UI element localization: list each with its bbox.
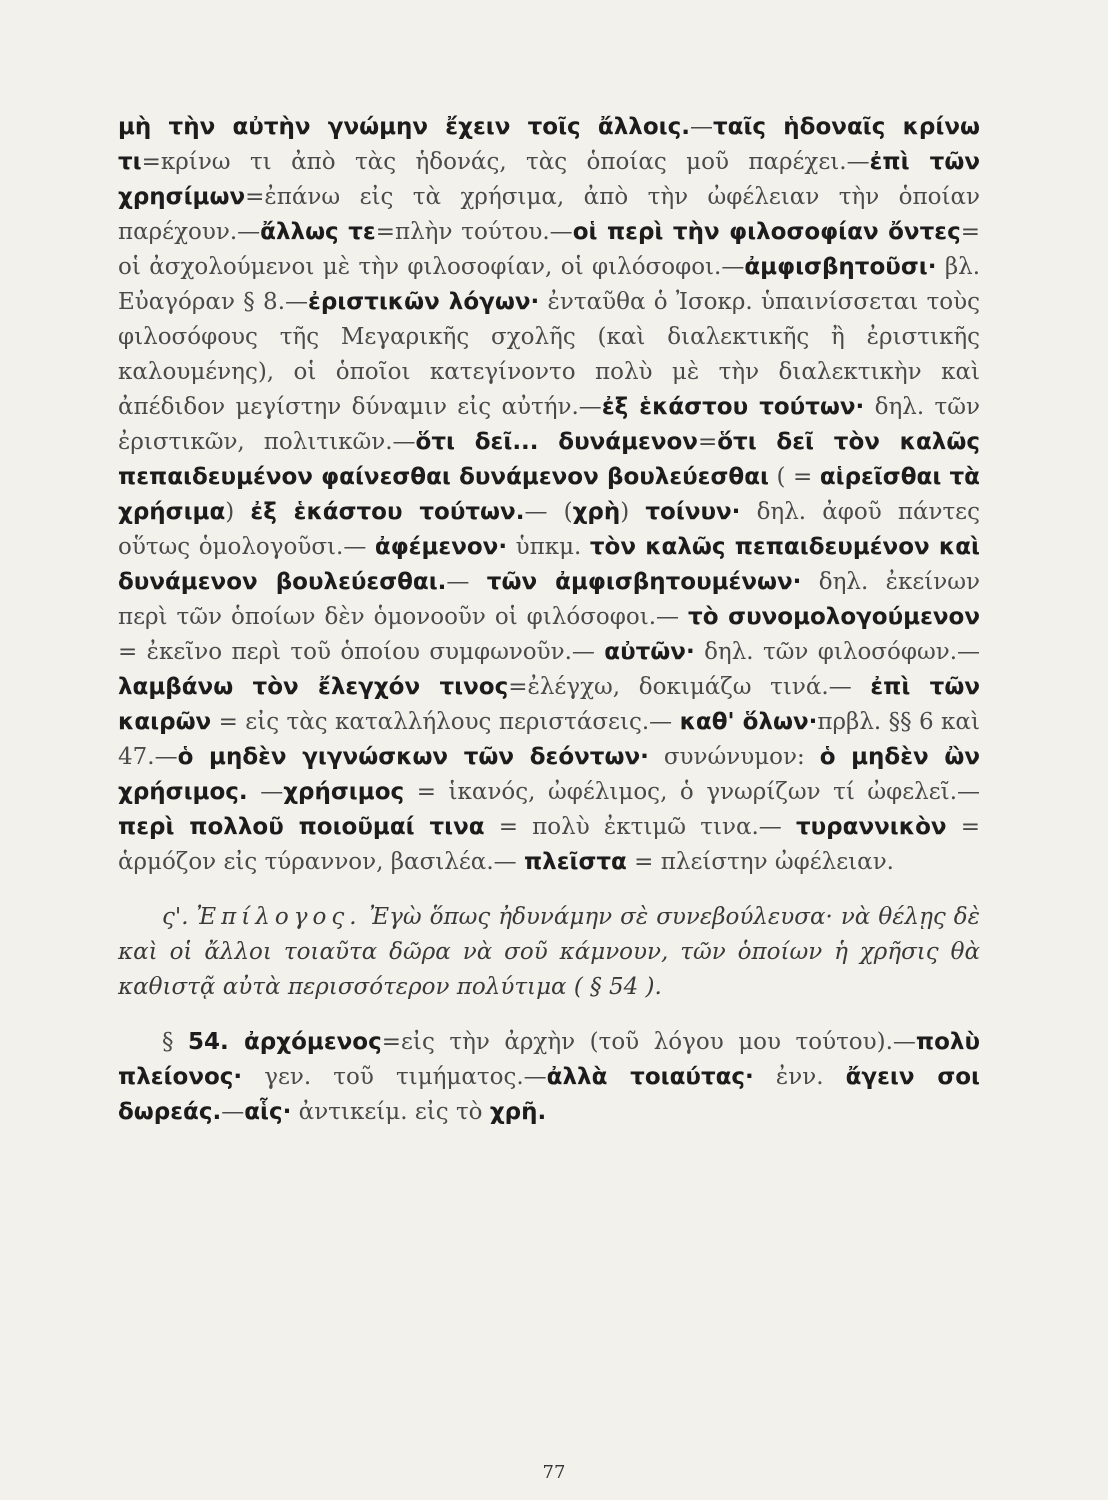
text-run: — ( xyxy=(524,499,573,525)
bold-term: τοίνυν· xyxy=(645,499,741,525)
bold-term: μὴ τὴν αὐτὴν γνώμην ἔχειν τοῖς ἄλλοις. xyxy=(118,114,690,140)
text-run: βλ. Εὐαγόραν § 8.— xyxy=(118,254,981,315)
text-run: § xyxy=(162,1029,189,1055)
text-run: ( = xyxy=(768,464,820,490)
bold-term: ὁ μηδὲν γιγνώσκων τῶν δεόντων· xyxy=(177,744,649,770)
bold-term: ἐξ ἑκάστου τούτων. xyxy=(250,499,525,525)
paragraph xyxy=(118,110,980,880)
text-run: ὑπκμ. xyxy=(507,534,590,560)
bold-term: ἀλλὰ τοιαύτας· xyxy=(546,1064,754,1090)
bold-term: καθ' ὅλων· xyxy=(679,709,818,735)
bold-term: ὅτι δεῖ τὸν καλῶς πεπαιδευμένον φαίνεσθαι δυνάμενον βουλεύεσθαι xyxy=(118,429,980,490)
bold-term: αὐτῶν· xyxy=(604,639,695,665)
text-run: — xyxy=(689,114,713,140)
bold-term: λαμβάνω τὸν ἔλεγχόν τινος xyxy=(118,674,509,700)
bold-term: 54. ἀρχόμενος xyxy=(188,1029,382,1055)
text-run: πρβλ. §§ 6 καὶ 47.— xyxy=(118,709,980,770)
text-run: ) xyxy=(225,499,251,525)
text-run: = ἱκανός, ὠφέλιμος, ὁ γνωρίζων τί ὠφελεῖ.— xyxy=(404,779,980,805)
text-run: ἀντικείμ. εἰς τὸ xyxy=(291,1099,490,1125)
bold-term: ἐριστικῶν λόγων· xyxy=(308,289,540,315)
text-run: γεν. τοῦ τιμήματος.— xyxy=(242,1064,547,1090)
text-run: δηλ. ἐκείνων περὶ τῶν ὁποίων δὲν ὁμονοοῦν οἱ φιλόσοφοι.— xyxy=(118,569,981,630)
text-run: ἐνταῦθα ὁ Ἰσοκρ. ὑπαινίσσεται τοὺς φιλοσόφους τῆς Μεγαρικῆς σχολῆς (καὶ διαλεκτικῆς ἢ ἐριστικῆς καλουμένης), οἱ ὁποῖοι κατεγίνοντο πολὺ μὲ τὴν διαλεκτικὴν καὶ ἀπέδιδον μεγίστην δύναμιν εἰς αὐτήν.— xyxy=(118,289,981,420)
bold-term: ἐπὶ τῶν χρησίμων xyxy=(118,149,980,210)
bold-term: ἀμφισβητοῦσι· xyxy=(744,254,937,280)
text-run: — xyxy=(221,1099,245,1125)
bold-term: ταῖς ἡδοναῖς κρίνω τι xyxy=(118,114,980,175)
bold-term: αἷς· xyxy=(244,1099,292,1125)
bold-term: ἐπὶ τῶν καιρῶν xyxy=(118,674,980,735)
bold-term: πλεῖστα xyxy=(523,849,627,875)
bold-term: οἱ περὶ τὴν φιλοσοφίαν ὄντες xyxy=(572,219,961,245)
text-run: = xyxy=(697,429,718,455)
paragraph xyxy=(118,1025,980,1130)
bold-term: τυραννικὸν xyxy=(795,814,947,840)
bold-term: ὅτι δεῖ... δυνάμενον xyxy=(415,429,698,455)
bold-term: ἀφέμενον· xyxy=(374,534,508,560)
text-run: Ἐγὼ ὅπως ἠδυνάμην σὲ συνεβούλευσα· νὰ θέλῃς δὲ καὶ οἱ ἄλλοι τοιαῦτα δῶρα νὰ σοῦ κάμνουν, τῶν ὁποίων ἡ χρῆσις θὰ καθιστᾷ αὐτὰ περισσότερον πολύτιμα ( § 54 ). xyxy=(118,904,981,1000)
text-run: δηλ. ἀφοῦ πάντες οὕτως ὁμολογοῦσι.— xyxy=(118,499,980,560)
text-run: — xyxy=(247,779,284,805)
text-run: =ἐλέγχω, δοκιμάζω τινά.— xyxy=(508,674,871,700)
text-run: = ἁρμόζον εἰς τύραννον, βασιλέα.— xyxy=(118,814,980,875)
text-run: Ἐπίλογος. xyxy=(196,904,362,930)
bold-term: ἐξ ἑκάστου τούτων· xyxy=(601,394,865,420)
bold-term: χρὴ xyxy=(572,499,621,525)
bold-term: τῶν ἀμφισβητουμένων· xyxy=(486,569,802,595)
bold-term: ἄγειν σοι δωρεάς. xyxy=(118,1064,980,1125)
bold-term: χρήσιμος xyxy=(283,779,405,805)
text-run: ) xyxy=(620,499,646,525)
paragraph xyxy=(118,900,980,1005)
bold-term: ἄλλως τε xyxy=(260,219,376,245)
text-run: δηλ. τῶν ἐριστικῶν, πολιτικῶν.— xyxy=(118,394,980,455)
text-run: =πλὴν τούτου.— xyxy=(375,219,573,245)
text-run: ἐνν. xyxy=(753,1064,846,1090)
text-run: ς'. xyxy=(162,904,197,930)
text-run: = πολὺ ἐκτιμῶ τινα.— xyxy=(484,814,796,840)
text-run: δηλ. τῶν φιλοσόφων.— xyxy=(694,639,981,665)
page-number: 77 xyxy=(542,1462,566,1483)
text-run: — xyxy=(446,569,487,595)
bold-term: τὸ συνομολογούμενον xyxy=(688,604,981,630)
text-run: = οἱ ἀσχολούμενοι μὲ τὴν φιλοσοφίαν, οἱ φιλόσοφοι.— xyxy=(118,219,980,280)
bold-term: περὶ πολλοῦ ποιοῦμαί τινα xyxy=(118,814,485,840)
commentary-text xyxy=(118,110,980,1130)
text-run: =ἐπάνω εἰς τὰ χρήσιμα, ἀπὸ τὴν ὠφέλειαν τὴν ὁποίαν παρέχουν.— xyxy=(118,184,980,245)
text-run: = εἰς τὰς καταλλήλους περιστάσεις.— xyxy=(211,709,680,735)
text-run: =κρίνω τι ἀπὸ τὰς ἡδονάς, τὰς ὁποίας μοῦ παρέχει.— xyxy=(141,149,870,175)
bold-term: πολὺ πλείονος· xyxy=(118,1029,981,1090)
bold-term: αἱρεῖσθαι τὰ χρήσιμα xyxy=(118,464,980,525)
text-run: =εἰς τὴν ἀρχὴν (τοῦ λόγου μου τούτου).— xyxy=(381,1029,916,1055)
text-run: = ἐκεῖνο περὶ τοῦ ὁποίου συμφωνοῦν.— xyxy=(118,639,605,665)
bold-term: τὸν καλῶς πεπαιδευμένον καὶ δυνάμενον βουλεύεσθαι. xyxy=(118,534,981,595)
text-run: συνώνυμον: xyxy=(648,744,820,770)
text-run: = πλείστην ὠφέλειαν. xyxy=(626,849,894,875)
bold-term: χρῆ. xyxy=(489,1099,547,1125)
bold-term: ὁ μηδὲν ὢν χρήσιμος. xyxy=(118,744,981,805)
